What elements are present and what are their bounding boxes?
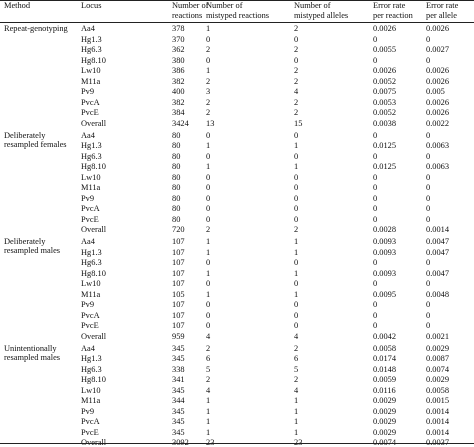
cell-mistyped-alleles: 4	[294, 385, 299, 395]
cell-reactions: 959	[172, 331, 185, 341]
cell-error-rate-reaction: 0.0148	[373, 364, 397, 374]
cell-error-rate-reaction: 0.0052	[373, 76, 397, 86]
cell-mistyped-reactions: 2	[206, 45, 211, 54]
cell-error-rate-reaction: 0	[373, 151, 378, 161]
cell-error-rate-allele: 0	[426, 34, 431, 44]
cell-locus: PvcE	[81, 108, 99, 117]
cell-error-rate-allele: 0.005	[426, 87, 445, 96]
cell-reactions: 720	[172, 225, 185, 234]
cell-locus: Aa4	[81, 130, 95, 140]
cell-error-rate-allele: 0.0048	[426, 289, 450, 299]
cell-error-rate-allele: 0	[426, 130, 431, 140]
cell-mistyped-alleles: 5	[294, 364, 299, 374]
cell-mistyped-alleles: 1	[294, 406, 299, 416]
section-method-label	[4, 344, 60, 362]
cell-mistyped-alleles: 0	[294, 258, 299, 267]
cell-locus: Hg8.10	[81, 375, 106, 384]
cell-error-rate-allele: 0	[426, 279, 431, 288]
cell-reactions: 105	[172, 289, 185, 299]
cell-error-rate-allele: 0	[426, 310, 431, 320]
cell-error-rate-reaction: 0.0029	[373, 417, 397, 426]
cell-mistyped-alleles: 0	[294, 130, 299, 140]
cell-mistyped-reactions: 1	[206, 247, 211, 257]
cell-locus: Aa4	[81, 237, 95, 246]
cell-mistyped-alleles: 1	[294, 247, 299, 257]
cell-locus: Lw10	[81, 66, 101, 75]
cell-reactions: 345	[172, 406, 185, 416]
cell-mistyped-reactions: 1	[206, 162, 211, 171]
cell-reactions: 107	[172, 279, 185, 288]
cell-error-rate-allele: 0	[426, 204, 431, 213]
cell-reactions: 107	[172, 237, 185, 246]
cell-error-rate-reaction: 0.0038	[373, 118, 397, 128]
cell-mistyped-reactions: 2	[206, 225, 211, 234]
cell-error-rate-reaction: 0	[373, 214, 378, 224]
cell-error-rate-allele: 0.0021	[426, 331, 450, 341]
cell-mistyped-reactions: 0	[206, 214, 211, 224]
cell-error-rate-allele: 0	[426, 258, 431, 267]
cell-reactions: 3424	[172, 118, 189, 128]
cell-mistyped-alleles: 6	[294, 354, 299, 363]
cell-mistyped-alleles: 0	[294, 151, 299, 161]
cell-reactions: 107	[172, 321, 185, 330]
cell-reactions: 107	[172, 268, 185, 278]
cell-mistyped-reactions: 0	[206, 130, 211, 140]
cell-mistyped-reactions: 0	[206, 55, 211, 65]
cell-error-rate-reaction: 0	[373, 204, 378, 213]
cell-reactions: 345	[172, 354, 185, 363]
cell-reactions: 382	[172, 76, 185, 86]
cell-mistyped-reactions: 2	[206, 375, 211, 384]
cell-locus: PvcE	[81, 214, 99, 224]
cell-error-rate-reaction: 0.0052	[373, 108, 397, 117]
cell-mistyped-reactions: 1	[206, 237, 211, 246]
cell-reactions: 80	[172, 162, 181, 171]
method-label-line: resampled males	[4, 352, 61, 362]
method-label-line: Deliberately	[4, 130, 46, 140]
cell-error-rate-allele: 0	[426, 172, 431, 182]
header-bottom-rule	[0, 22, 474, 23]
cell-mistyped-alleles: 4	[294, 87, 299, 96]
cell-locus: Hg1.3	[81, 141, 102, 150]
cell-mistyped-reactions: 5	[206, 364, 211, 374]
cell-error-rate-allele: 0.0058	[426, 385, 450, 395]
cell-locus: Pv9	[81, 87, 95, 96]
cell-locus: PvcA	[81, 204, 100, 213]
cell-mistyped-reactions: 0	[206, 172, 211, 182]
cell-error-rate-allele: 0.0087	[426, 354, 450, 363]
cell-reactions: 345	[172, 417, 185, 426]
cell-reactions: 382	[172, 97, 185, 107]
cell-mistyped-reactions: 2	[206, 76, 211, 86]
cell-mistyped-reactions: 1	[206, 268, 211, 278]
table-bottom-rule	[0, 443, 474, 444]
cell-locus: M11a	[81, 289, 101, 299]
cell-error-rate-reaction: 0.0093	[373, 268, 397, 278]
cell-locus: Lw10	[81, 279, 101, 288]
cell-mistyped-reactions: 1	[206, 289, 211, 299]
cell-error-rate-reaction: 0	[373, 193, 378, 203]
cell-reactions: 345	[172, 343, 185, 353]
header-error-rate-reaction: Error rate per reaction	[373, 1, 413, 20]
cell-error-rate-allele: 0.0047	[426, 247, 450, 257]
cell-error-rate-allele: 0	[426, 55, 431, 65]
cell-error-rate-reaction: 0	[373, 172, 378, 182]
cell-locus: Overall	[81, 331, 107, 341]
cell-reactions: 378	[172, 24, 185, 33]
cell-reactions: 80	[172, 214, 181, 224]
cell-mistyped-reactions: 0	[206, 34, 211, 44]
cell-error-rate-reaction: 0.0125	[373, 162, 397, 171]
cell-reactions: 107	[172, 310, 185, 320]
cell-mistyped-alleles: 2	[294, 108, 299, 117]
cell-mistyped-alleles: 0	[294, 321, 299, 330]
cell-mistyped-alleles: 2	[294, 45, 299, 54]
cell-mistyped-reactions: 1	[206, 66, 211, 75]
cell-mistyped-alleles: 1	[294, 268, 299, 278]
cell-error-rate-allele: 0.0063	[426, 162, 450, 171]
cell-mistyped-alleles: 0	[294, 55, 299, 65]
cell-locus: Hg6.3	[81, 364, 102, 374]
cell-mistyped-reactions: 3	[206, 87, 211, 96]
cell-reactions: 107	[172, 247, 185, 257]
method-label-line: Deliberately	[4, 237, 46, 246]
cell-locus: Hg6.3	[81, 258, 102, 267]
cell-mistyped-reactions: 1	[206, 141, 211, 150]
cell-error-rate-reaction: 0	[373, 310, 378, 320]
cell-error-rate-allele: 0.0047	[426, 237, 450, 246]
cell-error-rate-reaction: 0.0075	[373, 87, 397, 96]
cell-error-rate-allele: 0.0047	[426, 268, 450, 278]
cell-error-rate-allele: 0.0029	[426, 375, 450, 384]
cell-reactions: 362	[172, 45, 185, 54]
method-label-line: resampled males	[4, 246, 61, 256]
cell-error-rate-allele: 0.0029	[426, 343, 450, 353]
cell-mistyped-alleles: 2	[294, 225, 299, 234]
cell-mistyped-reactions: 0	[206, 310, 211, 320]
cell-error-rate-allele: 0.0015	[426, 396, 450, 405]
cell-locus: Hg1.3	[81, 34, 102, 44]
cell-error-rate-allele: 0.0026	[426, 108, 450, 117]
cell-reactions: 107	[172, 258, 185, 267]
method-label-line: resampled females	[4, 139, 67, 149]
cell-error-rate-reaction: 0	[373, 130, 378, 140]
cell-error-rate-reaction: 0.0059	[373, 375, 397, 384]
cell-error-rate-reaction: 0.0053	[373, 97, 397, 107]
cell-mistyped-reactions: 2	[206, 343, 211, 353]
cell-mistyped-alleles: 2	[294, 97, 299, 107]
cell-error-rate-reaction: 0.0026	[373, 66, 397, 75]
cell-error-rate-allele: 0	[426, 214, 431, 224]
cell-error-rate-allele: 0	[426, 300, 431, 309]
cell-error-rate-reaction: 0.0125	[373, 141, 397, 150]
cell-mistyped-reactions: 2	[206, 97, 211, 107]
cell-locus: Hg1.3	[81, 247, 102, 257]
header-reactions: Number of reactions	[172, 1, 209, 20]
method-label-line: Repeat-genotyping	[4, 24, 68, 33]
cell-error-rate-reaction: 0	[373, 258, 378, 267]
cell-error-rate-allele: 0.0063	[426, 141, 450, 150]
cell-mistyped-reactions: 1	[206, 427, 211, 437]
cell-locus: Hg1.3	[81, 354, 102, 363]
cell-error-rate-allele: 0.0026	[426, 24, 450, 33]
cell-reactions: 380	[172, 55, 185, 65]
cell-error-rate-reaction: 0.0058	[373, 343, 397, 353]
cell-locus: Aa4	[81, 343, 95, 353]
cell-error-rate-reaction: 0.0116	[373, 385, 396, 395]
section-method-label	[4, 237, 60, 255]
cell-mistyped-alleles: 0	[294, 214, 299, 224]
cell-error-rate-reaction: 0	[373, 34, 378, 44]
cell-locus: Hg6.3	[81, 151, 102, 161]
cell-mistyped-reactions: 1	[206, 406, 211, 416]
cell-mistyped-alleles: 2	[294, 343, 299, 353]
cell-locus: Pv9	[81, 193, 95, 203]
cell-error-rate-reaction: 0	[373, 279, 378, 288]
cell-error-rate-allele: 0.0014	[426, 417, 450, 426]
cell-locus: Hg8.10	[81, 162, 106, 171]
cell-locus: PvcA	[81, 97, 100, 107]
cell-error-rate-allele: 0	[426, 151, 431, 161]
cell-error-rate-reaction: 0	[373, 183, 378, 192]
cell-mistyped-alleles: 0	[294, 204, 299, 213]
cell-error-rate-reaction: 0.0026	[373, 24, 397, 33]
header-method: Method	[4, 1, 31, 10]
cell-reactions: 338	[172, 364, 185, 374]
cell-error-rate-allele: 0.0026	[426, 97, 450, 107]
cell-mistyped-alleles: 0	[294, 193, 299, 203]
cell-error-rate-allele: 0	[426, 321, 431, 330]
cell-mistyped-reactions: 0	[206, 279, 211, 288]
cell-locus: Pv9	[81, 300, 95, 309]
cell-locus: PvcA	[81, 310, 100, 320]
cell-mistyped-reactions: 0	[206, 321, 211, 330]
cell-error-rate-allele: 0.0014	[426, 406, 450, 416]
cell-error-rate-reaction: 0.0174	[373, 354, 397, 363]
header-mistyped-reactions: Number of mistyped reactions	[206, 1, 270, 20]
cell-locus: Hg6.3	[81, 45, 102, 54]
cell-mistyped-alleles: 0	[294, 172, 299, 182]
cell-mistyped-reactions: 2	[206, 108, 211, 117]
cell-error-rate-reaction: 0.0029	[373, 406, 397, 416]
cell-mistyped-reactions: 6	[206, 354, 211, 363]
cell-reactions: 345	[172, 385, 185, 395]
cell-error-rate-allele: 0.0074	[426, 364, 450, 374]
cell-reactions: 400	[172, 87, 185, 96]
cell-reactions: 345	[172, 427, 185, 437]
header-error-rate-allele: Error rate per allele	[426, 1, 459, 20]
cell-error-rate-reaction: 0.0042	[373, 331, 397, 341]
cell-reactions: 80	[172, 204, 181, 213]
cell-mistyped-alleles: 0	[294, 310, 299, 320]
cell-error-rate-allele: 0.0022	[426, 118, 450, 128]
cell-reactions: 107	[172, 300, 185, 309]
cell-error-rate-reaction: 0.0028	[373, 225, 397, 234]
cell-mistyped-reactions: 0	[206, 204, 211, 213]
method-label-line: Unintentionally	[4, 343, 57, 353]
cell-reactions: 384	[172, 108, 185, 117]
cell-mistyped-reactions: 4	[206, 331, 211, 341]
cell-mistyped-alleles: 1	[294, 427, 299, 437]
cell-reactions: 80	[172, 172, 181, 182]
cell-error-rate-allele: 0.0026	[426, 66, 450, 75]
cell-mistyped-reactions: 4	[206, 385, 211, 395]
cell-mistyped-alleles: 1	[294, 162, 299, 171]
cell-reactions: 80	[172, 130, 181, 140]
cell-mistyped-alleles: 2	[294, 76, 299, 86]
cell-locus: M11a	[81, 76, 101, 86]
cell-error-rate-allele: 0	[426, 193, 431, 203]
cell-error-rate-reaction: 0.0093	[373, 247, 397, 257]
cell-mistyped-alleles: 1	[294, 417, 299, 426]
cell-mistyped-alleles: 15	[294, 118, 303, 128]
cell-mistyped-alleles: 1	[294, 289, 299, 299]
cell-error-rate-reaction: 0	[373, 55, 378, 65]
cell-locus: Pv9	[81, 406, 95, 416]
cell-error-rate-reaction: 0.0029	[373, 396, 397, 405]
cell-error-rate-allele: 0.0026	[426, 76, 450, 86]
cell-error-rate-reaction: 0.0093	[373, 237, 397, 246]
cell-mistyped-alleles: 4	[294, 331, 299, 341]
cell-mistyped-alleles: 1	[294, 141, 299, 150]
cell-mistyped-alleles: 2	[294, 375, 299, 384]
cell-locus: Overall	[81, 225, 107, 234]
cell-locus: PvcE	[81, 321, 99, 330]
cell-locus: PvcE	[81, 427, 99, 437]
cell-error-rate-allele: 0	[426, 183, 431, 192]
cell-mistyped-reactions: 0	[206, 183, 211, 192]
cell-reactions: 80	[172, 151, 181, 161]
cell-mistyped-alleles: 2	[294, 24, 299, 33]
cell-reactions: 80	[172, 141, 181, 150]
section-method-label	[4, 131, 67, 149]
cell-locus: Aa4	[81, 24, 95, 33]
cell-locus: Hg8.10	[81, 268, 106, 278]
cell-mistyped-alleles: 0	[294, 279, 299, 288]
cell-error-rate-reaction: 0.0055	[373, 45, 397, 54]
cell-mistyped-alleles: 0	[294, 34, 299, 44]
header-locus: Locus	[81, 1, 102, 10]
cell-reactions: 80	[172, 193, 181, 203]
cell-mistyped-reactions: 0	[206, 193, 211, 203]
header-mistyped-alleles: Number of mistyped alleles	[294, 1, 349, 20]
cell-reactions: 344	[172, 396, 185, 405]
cell-mistyped-reactions: 0	[206, 151, 211, 161]
cell-error-rate-allele: 0.0014	[426, 225, 450, 234]
cell-locus: M11a	[81, 396, 101, 405]
cell-locus: Overall	[81, 118, 107, 128]
cell-mistyped-reactions: 0	[206, 258, 211, 267]
cell-reactions: 80	[172, 183, 181, 192]
cell-error-rate-allele: 0.0027	[426, 45, 450, 54]
cell-error-rate-reaction: 0	[373, 300, 378, 309]
cell-locus: Lw10	[81, 385, 101, 395]
cell-mistyped-alleles: 2	[294, 66, 299, 75]
cell-mistyped-alleles: 1	[294, 237, 299, 246]
cell-reactions: 370	[172, 34, 185, 44]
cell-mistyped-reactions: 1	[206, 24, 211, 33]
cell-mistyped-alleles: 1	[294, 396, 299, 405]
cell-locus: Hg8.10	[81, 55, 106, 65]
cell-error-rate-allele: 0.0014	[426, 427, 450, 437]
cell-locus: PvcA	[81, 417, 100, 426]
cell-locus: M11a	[81, 183, 101, 192]
cell-error-rate-reaction: 0	[373, 321, 378, 330]
cell-reactions: 386	[172, 66, 185, 75]
cell-mistyped-alleles: 0	[294, 300, 299, 309]
section-method-label	[4, 24, 68, 33]
cell-reactions: 341	[172, 375, 185, 384]
cell-mistyped-reactions: 0	[206, 300, 211, 309]
cell-mistyped-reactions: 1	[206, 396, 211, 405]
cell-locus: Lw10	[81, 172, 101, 182]
cell-mistyped-alleles: 0	[294, 183, 299, 192]
cell-error-rate-reaction: 0.0029	[373, 427, 397, 437]
cell-mistyped-reactions: 13	[206, 118, 215, 128]
cell-error-rate-reaction: 0.0095	[373, 289, 397, 299]
cell-mistyped-reactions: 1	[206, 417, 211, 426]
